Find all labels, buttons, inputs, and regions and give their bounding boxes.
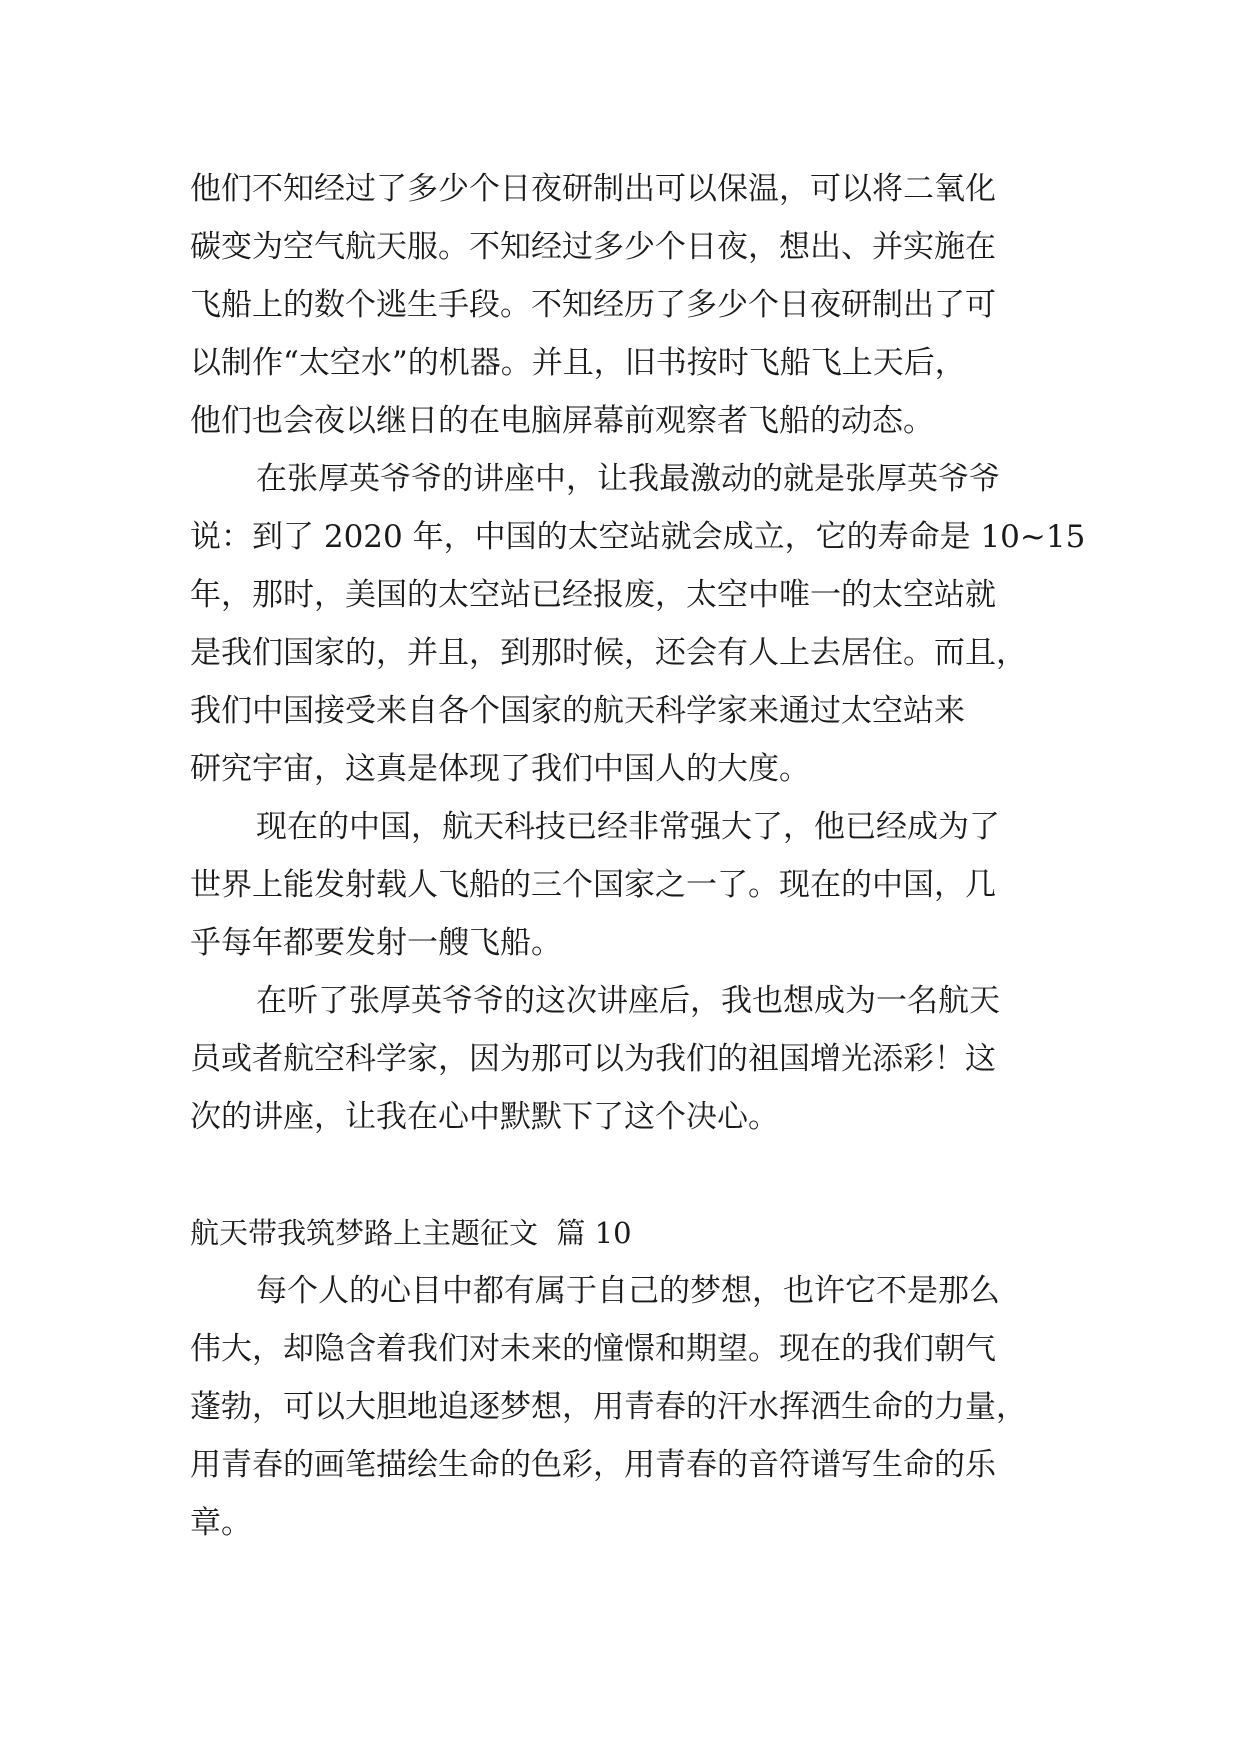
paragraph-line: 他们不知经过了多少个日夜研制出可以保温，可以将二氧化	[190, 171, 996, 207]
paragraph-line: 说：到了 2020 年，中国的太空站就会成立，它的寿命是 10~15	[190, 519, 1086, 555]
paragraph-line: 用青春的画笔描绘生命的色彩，用青春的音符谱写生命的乐	[190, 1447, 996, 1483]
paragraph-2	[190, 450, 1086, 798]
paragraph-4	[190, 972, 1050, 1146]
paragraph-line: 员或者航空科学家，因为那可以为我们的祖国增光添彩！这	[190, 1041, 996, 1077]
paragraph-line: 蓬勃，可以大胆地追逐梦想，用青春的汗水挥洒生命的力量，	[190, 1389, 1027, 1425]
paragraph-line: 飞船上的数个逃生手段。不知经历了多少个日夜研制出了可	[190, 287, 996, 323]
paragraph-line: 年，那时，美国的太空站已经报废，太空中唯一的太空站就	[190, 577, 996, 613]
paragraph-line: 是我们国家的，并且，到那时候，还会有人上去居住。而且，	[190, 635, 1027, 671]
paragraph-line: 伟大，却隐含着我们对未来的憧憬和期望。现在的我们朝气	[190, 1331, 996, 1367]
paragraph-3	[190, 798, 1050, 972]
paragraph-line: 研究宇宙，这真是体现了我们中国人的大度。	[190, 751, 810, 787]
paragraph-line: 现在的中国，航天科技已经非常强大了，他已经成为了	[256, 809, 1000, 845]
paragraph-line: 在张厚英爷爷的讲座中，让我最激动的就是张厚英爷爷	[256, 461, 1000, 497]
paragraph-1	[190, 160, 1050, 450]
paragraph-5	[190, 1262, 1050, 1552]
paragraph-line: 他们也会夜以继日的在电脑屏幕前观察者飞船的动态。	[190, 403, 934, 439]
paragraph-line: 碳变为空气航天服。不知经过多少个日夜，想出、并实施在	[190, 229, 996, 265]
paragraph-line: 次的讲座，让我在心中默默下了这个决心。	[190, 1099, 779, 1135]
paragraph-line: 乎每年都要发射一艘飞船。	[190, 925, 562, 961]
section-heading: 航天带我筑梦路上主题征文 篇 10	[190, 1216, 632, 1250]
paragraph-line: 每个人的心目中都有属于自己的梦想，也许它不是那么	[256, 1273, 1000, 1309]
blank-line	[190, 1146, 1050, 1204]
paragraph-line: 我们中国接受来自各个国家的航天科学家来通过太空站来	[190, 693, 965, 729]
paragraph-line: 章。	[190, 1505, 252, 1541]
document-body	[190, 160, 1086, 1552]
paragraph-line: 世界上能发射载人飞船的三个国家之一了。现在的中国，几	[190, 867, 996, 903]
paragraph-line: 在听了张厚英爷爷的这次讲座后，我也想成为一名航天	[256, 983, 1000, 1019]
paragraph-line: 以制作“太空水”的机器。并且，旧书按时飞船飞上天后，	[190, 345, 966, 381]
